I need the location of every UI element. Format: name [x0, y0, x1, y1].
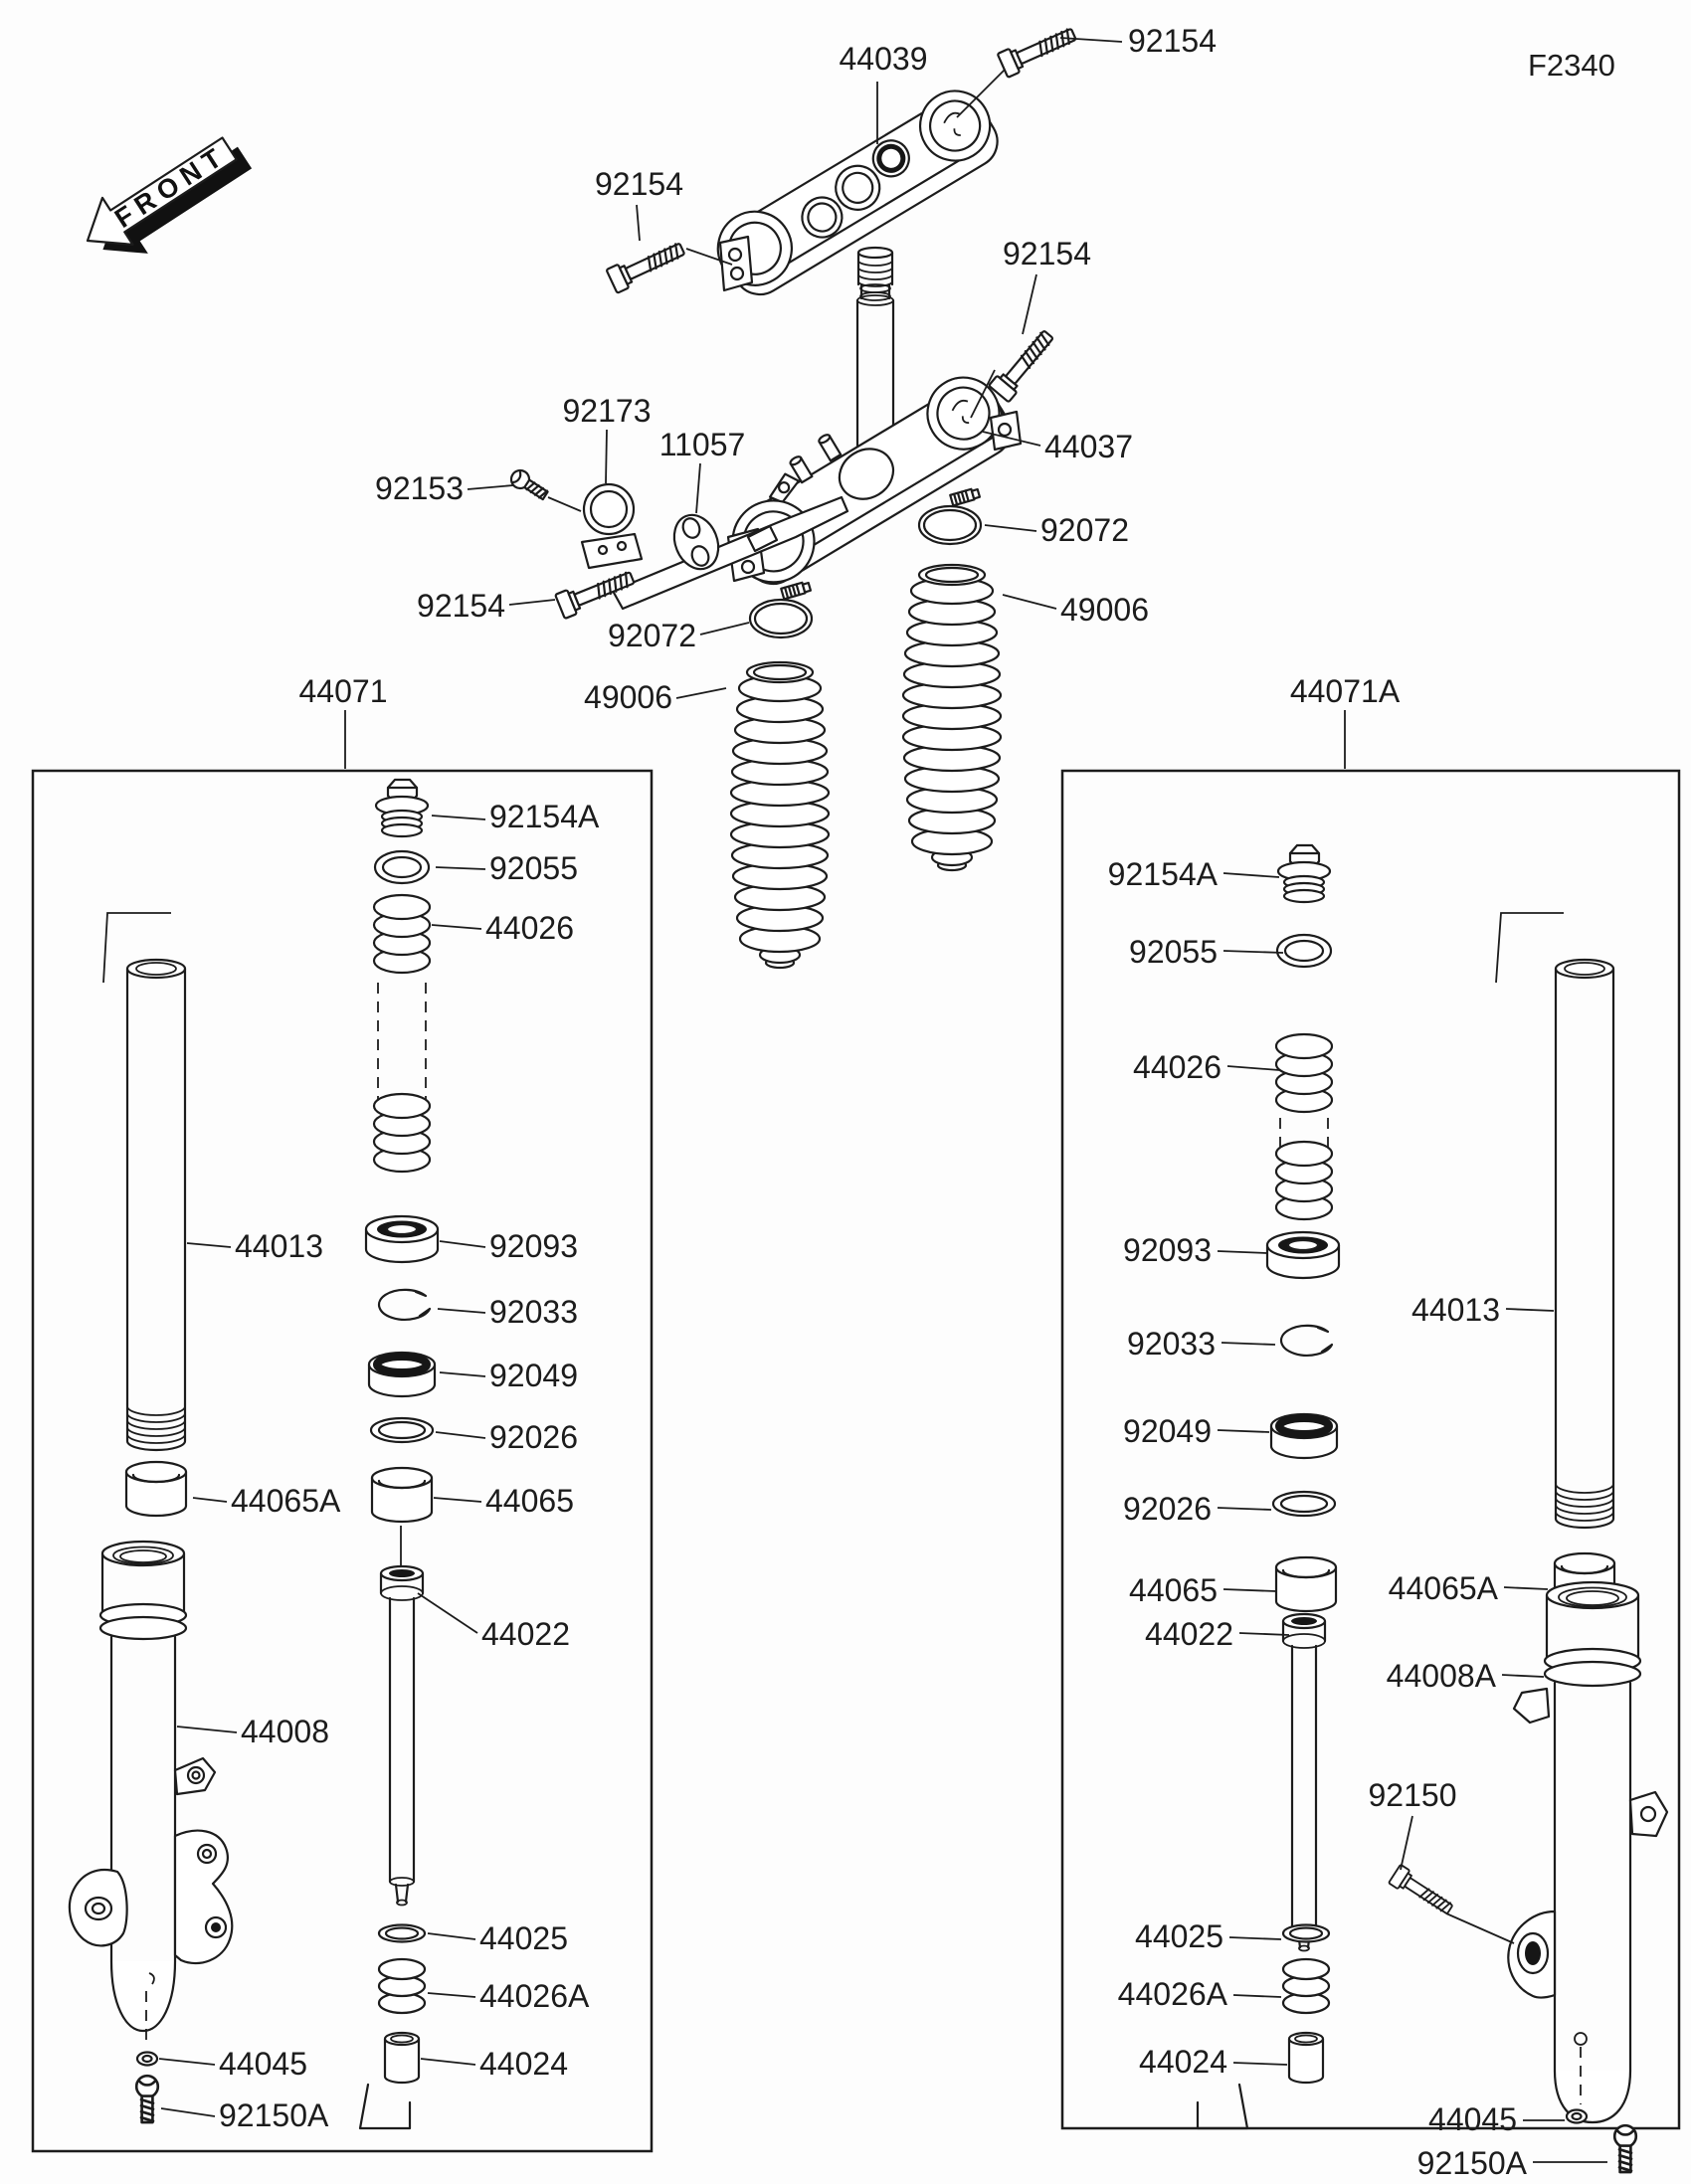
part-label-92049-right: 92049 [1123, 1413, 1212, 1449]
part-label-92154-upper-left: 92154 [595, 166, 683, 202]
bolt-92150-drawing [1389, 1865, 1456, 1919]
part-label-49006-right: 49006 [1060, 592, 1149, 628]
part-label-92093-right: 92093 [1123, 1232, 1212, 1268]
part-label-44022-left: 44022 [481, 1616, 570, 1652]
part-label-92173: 92173 [562, 393, 652, 429]
part-label-92055-left: 92055 [489, 850, 578, 886]
part-label-92154A-left: 92154A [489, 799, 600, 834]
part-label-92153: 92153 [375, 470, 464, 506]
part-label-92093-left: 92093 [489, 1228, 578, 1264]
cable-clamp-92173-drawing [582, 484, 642, 568]
bolt-92154-upper-left-drawing [607, 237, 688, 293]
part-label-44071A: 44071A [1289, 673, 1401, 709]
front-direction-arrow [73, 121, 260, 277]
part-label-44039: 44039 [839, 41, 928, 77]
bolt-92154-top-right-drawing [998, 22, 1079, 77]
dust-boot-49006-left-drawing [731, 662, 829, 968]
front-arrow-text: FRONT [109, 139, 233, 234]
part-label-92150: 92150 [1368, 1777, 1457, 1813]
part-label-92033-right: 92033 [1127, 1326, 1216, 1362]
part-label-92154-lower-left: 92154 [417, 588, 505, 624]
dust-boot-49006-right-drawing [903, 565, 1001, 870]
figure-code: F2340 [1528, 48, 1615, 83]
part-label-44008: 44008 [241, 1714, 329, 1749]
part-label-44065-right: 44065 [1129, 1572, 1218, 1608]
part-label-92150A-right: 92150A [1416, 2145, 1527, 2181]
part-label-49006-left: 49006 [584, 679, 672, 715]
part-label-44026-right: 44026 [1133, 1049, 1221, 1085]
part-label-11057: 11057 [658, 427, 746, 462]
right-inner-tube-drawing [1496, 913, 1613, 1528]
part-label-44013-right: 44013 [1411, 1292, 1500, 1328]
part-label-92033-left: 92033 [489, 1294, 578, 1330]
right-outer-tube-drawing [1508, 1582, 1667, 2122]
part-label-44025-right: 44025 [1135, 1918, 1223, 1954]
part-label-92154A-right: 92154A [1107, 856, 1218, 892]
left-inner-tube-drawing [103, 913, 185, 1450]
part-label-44024-left: 44024 [479, 2046, 568, 2082]
left-damper-rod-drawing [381, 1566, 423, 1906]
right-damper-rod-drawing [1283, 1614, 1325, 1951]
part-label-44037: 44037 [1044, 429, 1133, 464]
part-label-44065-left: 44065 [485, 1483, 574, 1519]
left-outer-tube-drawing [70, 1542, 232, 2045]
part-label-44024-right: 44024 [1139, 2044, 1227, 2080]
part-label-92026-left: 92026 [489, 1419, 578, 1455]
part-label-44065A-left: 44065A [231, 1483, 341, 1519]
part-label-92154-top-right: 92154 [1128, 23, 1217, 59]
bolt-92154-mid-right-drawing [989, 326, 1058, 402]
left-fork-parts [70, 780, 438, 2128]
part-label-92055-right: 92055 [1129, 934, 1218, 970]
part-label-44013-left: 44013 [235, 1228, 323, 1264]
lower-triple-clamp-drawing [705, 350, 1022, 598]
part-label-44025-left: 44025 [479, 1920, 568, 1956]
screw-92153-drawing [508, 467, 551, 503]
part-label-44065A-right: 44065A [1388, 1570, 1498, 1606]
part-label-92072-left: 92072 [608, 618, 696, 653]
part-label-44026A-left: 44026A [479, 1978, 590, 2014]
hose-clamp-92072-left-drawing [750, 581, 812, 637]
part-label-44026-left: 44026 [485, 910, 574, 946]
right-stand-mark [1198, 2085, 1247, 2128]
part-label-44045-right: 44045 [1428, 2101, 1517, 2137]
part-label-92150A-left: 92150A [219, 2097, 329, 2133]
part-label-44045-left: 44045 [219, 2046, 307, 2082]
part-label-92026-right: 92026 [1123, 1491, 1212, 1527]
part-label-44071: 44071 [298, 673, 388, 709]
part-label-92072-right: 92072 [1040, 512, 1129, 548]
upper-triple-clamp-drawing [704, 78, 1010, 306]
part-label-44008A: 44008A [1386, 1658, 1496, 1694]
left-stand-mark [360, 2085, 410, 2128]
part-label-92049-left: 92049 [489, 1358, 578, 1393]
part-label-44026A-right: 44026A [1117, 1976, 1227, 2012]
part-label-44022-right: 44022 [1145, 1616, 1233, 1652]
part-label-92154-mid-right: 92154 [1003, 236, 1091, 272]
